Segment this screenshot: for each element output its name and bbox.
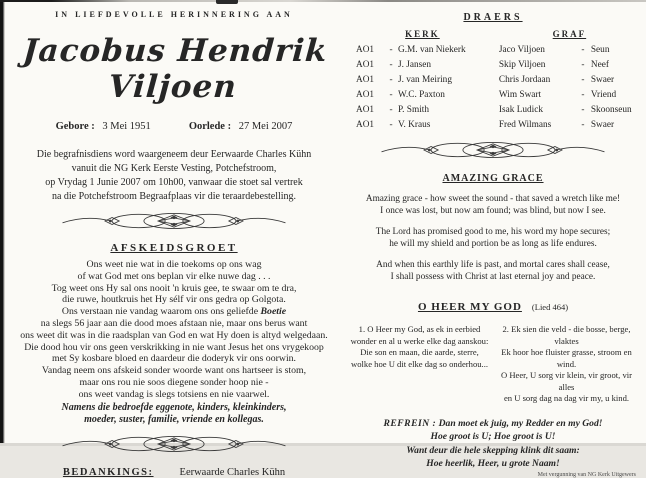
kerk-row (346, 73, 499, 88)
verse-2 (493, 324, 640, 405)
service-line: vanuit die NG Kerk Eerste Vesting, Potchefstroom, (71, 163, 277, 174)
hymn-stanza (346, 226, 640, 250)
amazing-grace-title: AMAZING GRACE (442, 173, 544, 184)
hymn-stanza (346, 259, 640, 283)
service-line: op Vrydag 1 Junie 2007 om 10h00, vanwaar die stoet sal vertrek (45, 177, 303, 188)
verse-line: O Heer, U sorg vir klein, vir groot, vir alles (500, 370, 632, 392)
o-heer-heading (346, 297, 640, 315)
kerk-title: KERK (405, 29, 440, 39)
poem-lines-b (8, 318, 340, 401)
carrier-name: Fred Wilmans (498, 120, 552, 130)
stanza-line: I shall possess with Christ at last eternal joy and peace. (390, 272, 596, 282)
carrier-relation: Seun (590, 45, 610, 55)
poem-line: Tog weet ons Hy sal ons nooit 'n kruis gee, te swaar om te dra, (51, 282, 297, 294)
verse-line: wolke hoe U dit elke dag so onderhou... (351, 358, 488, 369)
born-date (56, 121, 151, 132)
refrain-line: Dan moet ek juig, my Redder en my God! (438, 417, 603, 429)
deceased-name: Jacobus Hendrik Viljoen (21, 33, 329, 105)
stanza-line: I once was lost, but now am found; was blind, but now I see. (380, 206, 606, 216)
carrier-name: Isak Ludick (498, 105, 544, 115)
poem-line: met Sy kosbare bloed en daardeur die doderyk vir ons oorwin. (51, 353, 297, 365)
verse-1 (346, 324, 493, 405)
stanza-line: he will my shield and portion be as long as life endures. (389, 239, 597, 249)
afskeidsgroet-title: AFSKEIDSGROET (110, 242, 238, 254)
closing-line: moeder, suster, familie, vriende en kollegas. (84, 414, 264, 426)
carrier-name: Jaco Viljoen (498, 45, 545, 55)
left-column (8, 6, 340, 478)
carrier-code: AO1 (356, 120, 375, 130)
tribute-line: IN LIEFDEVOLLE HERINNERING AAN (55, 10, 293, 19)
poem-lines-a (8, 259, 340, 306)
carrier-relation: Swaer (590, 120, 615, 130)
poem-line: Die dood hou vir ons geen verskrikking in nie want Jesus het ons vrygekoop (24, 341, 324, 353)
hymn-stanza (346, 193, 640, 217)
refrain-line: Hoe heerlik, Heer, u grote Naam! (426, 458, 560, 469)
carrier-name: V. Kraus (398, 120, 431, 130)
graf-list (499, 29, 640, 133)
carrier-name: J. van Meiring (398, 75, 452, 85)
carrier-code: AO1 (356, 60, 375, 70)
refrain-label: REFREIN : (383, 417, 437, 429)
born-label: Gebore : (55, 121, 95, 132)
carrier-name: Chris Jordaan (498, 75, 551, 85)
refrain-block (346, 417, 640, 471)
refrain-first-line (346, 417, 640, 431)
graf-row (499, 58, 640, 73)
kerk-rows (346, 43, 499, 133)
draers-title: DRAERS (463, 12, 523, 23)
closing-dedication (8, 402, 340, 427)
dash-separator: - (389, 105, 393, 115)
dash-separator: - (389, 120, 393, 130)
verse-line: 1. O Heer my God, as ek in eerbied (358, 324, 481, 334)
poem-line: na slegs 56 jaar aan die dood moes afstaan nie, maar ons berus want (40, 317, 308, 329)
beloved-prefix: Ons verstaan nie vandag waarom ons ons geliefde (61, 306, 261, 318)
o-heer-verses (346, 324, 640, 405)
scan-mark (216, 0, 238, 4)
dash-separator: - (581, 120, 585, 130)
carrier-code: AO1 (356, 75, 375, 85)
carrier-relation: Swaer (590, 75, 615, 85)
carrier-name: Wim Swart (498, 90, 542, 100)
poem-line: of wat God met ons beplan vir elke nuwe dag . . . (77, 270, 271, 282)
kerk-row (346, 118, 499, 133)
verse-line: en U sorg dag na dag vir my, u kind. (503, 393, 630, 403)
amazing-grace-stanzas (346, 193, 640, 283)
verse-line: wonder en al u werke elke dag aanskou: (350, 335, 489, 346)
service-line: na die Potchefstroom Begraafplaas vir die teraardebestelling. (51, 191, 297, 202)
flourish-divider-icon (8, 433, 340, 455)
bedankings-row (8, 467, 340, 478)
dash-separator: - (581, 75, 585, 85)
carrier-code: AO1 (356, 90, 375, 100)
carrier-relation: Neef (590, 60, 609, 70)
dash-separator: - (581, 105, 585, 115)
poem-line: die ruwe, houtkruis het Hy sélf vir ons gedra op Golgota. (62, 294, 286, 306)
carrier-name: J. Jansen (398, 60, 432, 70)
dash-separator: - (389, 45, 393, 55)
refrain-lines (346, 430, 640, 471)
poem-line: Vandag neem ons afskeid sonder woorde want ons hartseer is stom, (41, 365, 307, 377)
carrier-relation: Skoonseun (590, 105, 632, 115)
dates-row (8, 121, 340, 132)
verse-line: Ek hoor hoe fluister grasse, stroom en wind. (501, 347, 632, 369)
carrier-relation: Vriend (590, 90, 617, 100)
kerk-row (346, 88, 499, 103)
graf-row (499, 118, 640, 133)
carrier-code: AO1 (356, 105, 375, 115)
stanza-line: The Lord has promised good to me, his word my hope secures; (375, 227, 611, 237)
graf-row (499, 88, 640, 103)
poem-line: ons weet dit was in die raadsplan van God en wat Hy doen is altyd welgedaan. (20, 329, 328, 341)
right-column (346, 6, 640, 478)
closing-line: Namens die bedroefde eggenote, kinders, kleinkinders, (61, 401, 287, 413)
kerk-list (346, 29, 499, 133)
o-heer-subtitle: (Lied 464) (531, 302, 569, 312)
carrier-name: Skip Viljoen (498, 60, 546, 70)
born-value: 3 Mei 1951 (102, 121, 151, 132)
carriers-lists (346, 29, 640, 133)
bedankings-label: BEDANKINGS: (62, 466, 154, 478)
poem-line: ons weet vandag is slegs totsiens en nie vaarwel. (78, 388, 270, 400)
bedankings-value: Eerwaarde Charles Kühn (179, 466, 286, 478)
o-heer-title: O HEER MY GOD (417, 301, 522, 313)
stanza-line: Amazing grace - how sweet the sound - that saved a wretch like me! (365, 194, 621, 204)
poem-line: Ons weet nie wat in die toekoms op ons wag (86, 259, 262, 270)
dash-separator: - (389, 75, 393, 85)
afskeidsgroet-poem (8, 259, 340, 401)
kerk-row (346, 103, 499, 118)
beloved-line (8, 306, 340, 318)
dash-separator: - (581, 90, 585, 100)
died-value: 27 Mei 2007 (238, 121, 293, 132)
refrain-line: Want deur die hele skepping klink dit saam: (406, 444, 580, 456)
poem-line: maar ons rou nie soos diegene sonder hoop nie - (79, 376, 269, 388)
verse-line: 2. Ek sien die veld - die bosse, berge, vlaktes (502, 324, 631, 346)
dash-separator: - (581, 60, 585, 70)
publisher-credit: Met vergunning van NG Kerk Uitgewers (537, 471, 636, 478)
graf-row (499, 103, 640, 118)
graf-row (499, 73, 640, 88)
graf-rows (499, 43, 640, 133)
died-label: Oorlede : (188, 121, 232, 132)
dash-separator: - (389, 60, 393, 70)
graf-title: GRAF (552, 29, 587, 39)
service-line: Die begrafnisdiens word waargeneem deur Eerwaarde Charles Kühn (36, 149, 312, 160)
dash-separator: - (389, 90, 393, 100)
stanza-line: And when this earthly life is past, and mortal cares shall cease, (376, 260, 610, 270)
kerk-row (346, 43, 499, 58)
carrier-name: W.C. Paxton (398, 90, 445, 100)
carrier-name: P. Smith (398, 105, 430, 115)
beloved-name: Boetie (260, 306, 287, 318)
service-details (8, 148, 340, 204)
died-date (189, 121, 293, 132)
dash-separator: - (581, 45, 585, 55)
verse-line: Die son en maan, die aarde, sterre, (360, 347, 479, 357)
graf-row (499, 43, 640, 58)
refrain-line: Hoe groot is U; Hoe groot is U! (430, 431, 556, 442)
scan-edge-left (0, 0, 5, 446)
flourish-divider-icon (8, 210, 340, 232)
carrier-code: AO1 (356, 45, 375, 55)
scan-edge-top (0, 0, 646, 2)
flourish-divider-icon (346, 139, 640, 161)
kerk-row (346, 58, 499, 73)
carrier-name: G.M. van Niekerk (398, 45, 466, 55)
